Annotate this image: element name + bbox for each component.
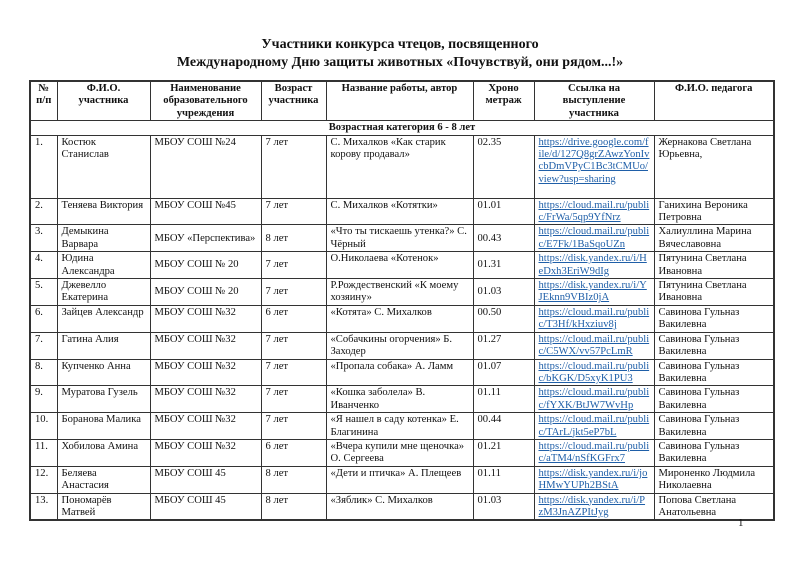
header-work: Название работы, автор [326, 81, 473, 121]
work-title-cell: Р.Рождественский «К моему хозяину» [326, 279, 473, 306]
performance-link-cell [534, 493, 654, 520]
duration-cell: 01.11 [473, 466, 534, 493]
participant-age-cell: 8 лет [261, 225, 326, 252]
row-number-cell: 4. [30, 252, 57, 279]
performance-link-cell [534, 198, 654, 225]
teacher-name-cell: Савинова Гульназ Вакилевна [654, 359, 774, 386]
table-row [30, 332, 774, 359]
performance-link[interactable]: https://cloud.mail.ru/public/TArL/jkt5eP7bL [538, 414, 650, 438]
teacher-name-cell: Жернакова Светлана Юрьевна, [654, 135, 774, 198]
teacher-name-cell: Мироненко Людмила Николаевна [654, 466, 774, 493]
header-age: Возраст участника [261, 81, 326, 121]
table-row [30, 413, 774, 440]
participant-age-cell: 7 лет [261, 252, 326, 279]
school-name-cell: МБОУ СОШ №32 [150, 386, 261, 413]
participant-age-cell: 7 лет [261, 386, 326, 413]
performance-link-cell [534, 386, 654, 413]
performance-link[interactable]: https://cloud.mail.ru/public/bKGK/D5xyK1PU3 [538, 360, 650, 384]
row-number-cell: 5. [30, 279, 57, 306]
work-title-cell: «Пропала собака» А. Ламм [326, 359, 473, 386]
work-title-cell: «Вчера купили мне щеночка» О. Сергеева [326, 439, 473, 466]
teacher-name-cell: Пятунина Светлана Ивановна [654, 279, 774, 306]
work-title-cell: О.Николаева «Котенок» [326, 252, 473, 279]
table-row [30, 225, 774, 252]
header-link: Ссылка на выступление участника [534, 81, 654, 121]
duration-cell: 00.44 [473, 413, 534, 440]
table-row [30, 135, 774, 198]
performance-link[interactable]: https://cloud.mail.ru/public/C5WX/vv57PcLmR [538, 333, 650, 358]
school-name-cell: МБОУ СОШ №32 [150, 305, 261, 332]
participant-name-cell: Зайцев Александр [57, 305, 150, 332]
school-name-cell: МБОУ СОШ №32 [150, 439, 261, 466]
row-number-cell: 11. [30, 439, 57, 466]
participant-name-cell: Теняева Виктория [57, 198, 150, 225]
teacher-name-cell: Савинова Гульназ Вакилевна [654, 439, 774, 466]
performance-link[interactable]: https://cloud.mail.ru/public/aTM4/nSfKGFrx7 [538, 440, 650, 465]
participant-age-cell: 6 лет [261, 439, 326, 466]
participant-age-cell: 7 лет [261, 135, 326, 198]
participant-name-cell: Джевелло Екатерина [57, 279, 150, 306]
row-number-cell: 6. [30, 305, 57, 332]
table-row [30, 493, 774, 520]
teacher-name-cell: Савинова Гульназ Вакилевна [654, 305, 774, 332]
performance-link-cell [534, 332, 654, 359]
category-label: Возрастная категория 6 - 8 лет [30, 121, 774, 135]
school-name-cell: МБОУ СОШ №45 [150, 198, 261, 225]
performance-link[interactable]: https://cloud.mail.ru/public/T3Hf/kHxziuv8j [538, 306, 650, 331]
header-school: Наименование образовательного учреждения [150, 81, 261, 121]
participant-age-cell: 7 лет [261, 279, 326, 306]
participant-name-cell: Беляева Анастасия [57, 466, 150, 493]
row-number-cell: 2. [30, 198, 57, 225]
teacher-name-cell: Савинова Гульназ Вакилевна [654, 332, 774, 359]
table-row [30, 466, 774, 493]
page-number: 1 [738, 517, 744, 529]
participant-name-cell: Юдина Александра [57, 252, 150, 279]
row-number-cell: 3. [30, 225, 57, 252]
table-row [30, 252, 774, 279]
participant-name-cell: Костюк Станислав [57, 135, 150, 198]
participant-age-cell: 7 лет [261, 332, 326, 359]
table-row [30, 439, 774, 466]
table-row [30, 305, 774, 332]
work-title-cell: «Что ты тискаешь утенка?» С. Чёрный [326, 225, 473, 252]
table-row [30, 198, 774, 225]
duration-cell: 01.31 [473, 252, 534, 279]
row-number-cell: 8. [30, 359, 57, 386]
work-title-cell: «Зяблик» С. Михалков [326, 493, 473, 520]
duration-cell: 01.11 [473, 386, 534, 413]
school-name-cell: МБОУ СОШ 45 [150, 466, 261, 493]
header-time: Хроно метраж [473, 81, 534, 121]
document-title [0, 36, 800, 72]
work-title-cell: С. Михалков «Как старик корову продавал» [326, 135, 473, 198]
participant-age-cell: 8 лет [261, 493, 326, 520]
teacher-name-cell: Попова Светлана Анатольевна [654, 493, 774, 520]
teacher-name-cell: Пятунина Светлана Ивановна [654, 252, 774, 279]
title-line-2: Международному Дню защиты животных «Почувствуй, они рядом...!» [176, 55, 624, 70]
performance-link-cell [534, 359, 654, 386]
performance-link-cell [534, 135, 654, 198]
school-name-cell: МБОУ СОШ №32 [150, 413, 261, 440]
duration-cell: 01.07 [473, 359, 534, 386]
participant-age-cell: 7 лет [261, 359, 326, 386]
row-number-cell: 10. [30, 413, 57, 440]
performance-link-cell [534, 439, 654, 466]
table-row [30, 386, 774, 413]
work-title-cell: «Дети и птичка» А. Плещеев [326, 466, 473, 493]
header-num: № п/п [30, 81, 57, 121]
title-line-1: Участники конкурса чтецов, посвященного [261, 37, 539, 52]
category-row [30, 121, 774, 135]
work-title-cell: «Я нашел в саду котенка» Е. Благинина [326, 413, 473, 440]
duration-cell: 01.03 [473, 279, 534, 306]
performance-link[interactable]: https://cloud.mail.ru/public/E7Fk/1BaSqoUZn [538, 226, 650, 250]
row-number-cell: 7. [30, 332, 57, 359]
teacher-name-cell: Савинова Гульназ Вакилевна [654, 413, 774, 440]
duration-cell: 02.35 [473, 135, 534, 198]
header-name: Ф.И.О. участника [57, 81, 150, 121]
performance-link-cell [534, 466, 654, 493]
duration-cell: 01.01 [473, 198, 534, 225]
participant-name-cell: Демыкина Варвара [57, 225, 150, 252]
performance-link[interactable]: https://drive.google.com/file/d/127Q8grZAwzYonIvcbDmVPyC1Bc3tCMUo/view?usp=sharing [538, 136, 650, 185]
row-number-cell: 1. [30, 135, 57, 198]
performance-link[interactable]: https://cloud.mail.ru/public/fYXK/BtJW7WvHp [538, 387, 650, 411]
participant-name-cell: Боранова Малика [57, 413, 150, 440]
work-title-cell: «Кошка заболела» В. Иванченко [326, 386, 473, 413]
teacher-name-cell: Ганихина Вероника Петровна [654, 198, 774, 225]
participant-name-cell: Пономарёв Матвей [57, 493, 150, 520]
performance-link[interactable]: https://cloud.mail.ru/public/FrWa/5qp9YfNrz [538, 199, 650, 224]
participant-age-cell: 6 лет [261, 305, 326, 332]
school-name-cell: МБОУ СОШ №24 [150, 135, 261, 198]
duration-cell: 00.43 [473, 225, 534, 252]
table-row [30, 279, 774, 306]
participant-age-cell: 7 лет [261, 198, 326, 225]
school-name-cell: МБОУ СОШ №32 [150, 332, 261, 359]
performance-link[interactable]: https://disk.yandex.ru/i/joHMwYUPh2BStA [538, 467, 648, 492]
performance-link-cell [534, 305, 654, 332]
performance-link[interactable]: https://disk.yandex.ru/i/YJEknn9VBIz0jA [538, 280, 647, 304]
participant-name-cell: Хобилова Амина [57, 439, 150, 466]
duration-cell: 00.50 [473, 305, 534, 332]
participant-name-cell: Гатина Алия [57, 332, 150, 359]
participants-table [29, 80, 775, 521]
school-name-cell: МБОУ «Перспектива» [150, 225, 261, 252]
row-number-cell: 13. [30, 493, 57, 520]
participant-name-cell: Муратова Гузель [57, 386, 150, 413]
duration-cell: 01.03 [473, 493, 534, 520]
row-number-cell: 9. [30, 386, 57, 413]
performance-link[interactable]: https://disk.yandex.ru/i/PzM3JnAZPItJyg [538, 494, 646, 518]
teacher-name-cell: Халиуллина Марина Вячеславовна [654, 225, 774, 252]
school-name-cell: МБОУ СОШ № 20 [150, 252, 261, 279]
performance-link[interactable]: https://disk.yandex.ru/i/HeDxh3EriW9dIg [538, 253, 647, 277]
work-title-cell: С. Михалков «Котятки» [326, 198, 473, 225]
duration-cell: 01.27 [473, 332, 534, 359]
school-name-cell: МБОУ СОШ №32 [150, 359, 261, 386]
table-row [30, 359, 774, 386]
teacher-name-cell: Савинова Гульназ Вакилевна [654, 386, 774, 413]
table-header-row [30, 81, 774, 121]
performance-link-cell [534, 279, 654, 306]
school-name-cell: МБОУ СОШ № 20 [150, 279, 261, 306]
work-title-cell: «Котята» С. Михалков [326, 305, 473, 332]
participant-name-cell: Купченко Анна [57, 359, 150, 386]
participant-age-cell: 8 лет [261, 466, 326, 493]
performance-link-cell [534, 225, 654, 252]
duration-cell: 01.21 [473, 439, 534, 466]
header-teacher: Ф.И.О. педагога [654, 81, 774, 121]
row-number-cell: 12. [30, 466, 57, 493]
participant-age-cell: 7 лет [261, 413, 326, 440]
performance-link-cell [534, 413, 654, 440]
work-title-cell: «Собачкины огорчения» Б. Заходер [326, 332, 473, 359]
school-name-cell: МБОУ СОШ 45 [150, 493, 261, 520]
performance-link-cell [534, 252, 654, 279]
